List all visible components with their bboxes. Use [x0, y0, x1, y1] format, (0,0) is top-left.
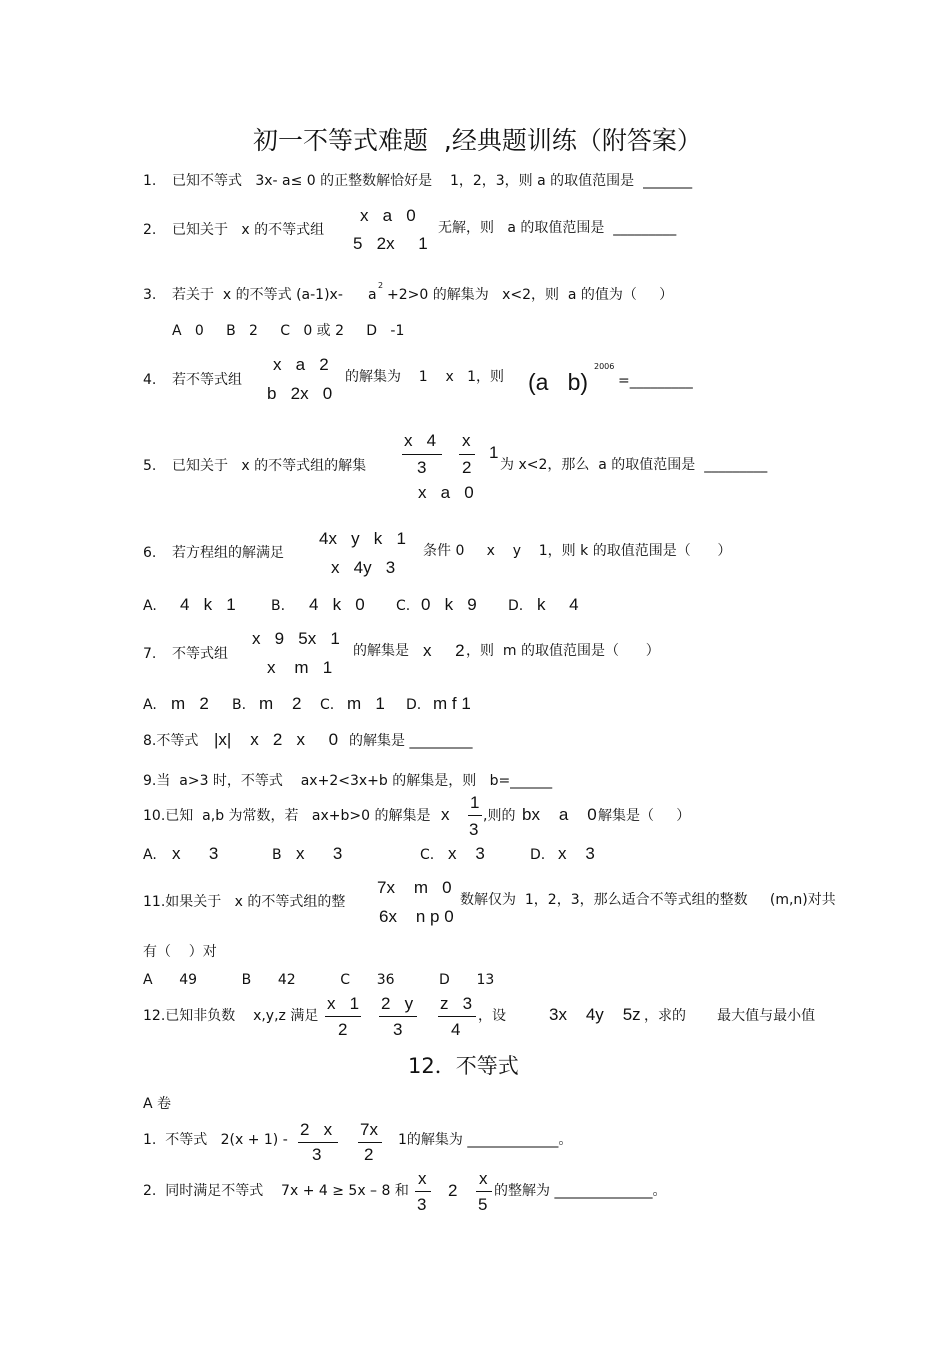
q5-fraction2-numerator: x: [462, 431, 471, 450]
q6-option-d-label: D.: [508, 598, 524, 614]
q12-fraction2-bar: [379, 1016, 417, 1017]
q7-option-b: m 2: [259, 694, 302, 713]
q3-options: A 0 B 2 C 0 或 2 D -1: [172, 323, 405, 339]
q7-option-c: m 1: [347, 694, 385, 713]
q10-option-a-label: A.: [143, 847, 157, 863]
q2-number: 2.: [143, 222, 157, 238]
q10-middle: ,则的: [483, 808, 516, 824]
q12-prefix: 12.已知非负数 x,y,z 满足: [143, 1008, 319, 1024]
q12-fraction2-denominator: 3: [393, 1020, 403, 1039]
q1-number: 1.: [143, 173, 157, 189]
q7-prefix: 不等式组: [172, 646, 228, 662]
q1-text: 已知不等式 3x- a≤ 0 的正整数解恰好是 1，2，3，则 a 的取值范围是 _______: [172, 173, 693, 189]
q11-prefix: 11.如果关于 x 的不等式组的整: [143, 894, 346, 910]
q3-suffix: +2>0 的解集为 x<2，则 a 的值为（ ）: [387, 287, 674, 303]
q11-continuation: 有（ ）对: [143, 944, 217, 960]
q10-option-d-label: D.: [530, 847, 546, 863]
a1-fraction1-denominator: 3: [312, 1145, 322, 1164]
q7-option-d-label: D.: [406, 697, 422, 713]
q5-fraction1-denominator: 3: [417, 458, 427, 477]
q4-exponent: 2006: [594, 362, 615, 371]
q2-prefix: 已知关于 x 的不等式组: [172, 222, 325, 238]
q6-system-row1: 4x y k 1: [319, 529, 406, 548]
q5-system-row2: x a 0: [418, 483, 474, 502]
q5-rhs-one: 1: [489, 443, 499, 462]
q4-suffix: =_________: [618, 373, 693, 389]
q10-option-c-label: C.: [420, 847, 435, 863]
q11-system-row2: 6x n p 0: [379, 907, 454, 926]
q12-fraction3-bar: [438, 1016, 476, 1017]
q10-fraction-denominator: 3: [469, 820, 479, 839]
q12-middle: ，设: [478, 1008, 506, 1024]
q3-variable-a: a: [368, 287, 377, 303]
q10-fraction-numerator: 1: [470, 793, 480, 812]
q6-option-d: k 4: [537, 595, 579, 614]
a2-fraction2-denominator: 5: [478, 1195, 488, 1214]
q12-fraction2-numerator: 2 y: [381, 994, 414, 1013]
q11-suffix: 数解仅为 1，2，3，那么适合不等式组的整数 (m,n)对共: [460, 892, 836, 908]
q4-system-row1: x a 2: [273, 355, 329, 374]
q12-fraction1-numerator: x 1: [327, 994, 360, 1013]
q12-fraction1-denominator: 2: [338, 1020, 348, 1039]
q6-option-c: 0 k 9: [421, 595, 477, 614]
a2-fraction1-denominator: 3: [417, 1195, 427, 1214]
q7-option-b-label: B.: [232, 697, 247, 713]
q7-option-c-label: C.: [320, 697, 335, 713]
q6-suffix: 条件 0 x y 1，则 k 的取值范围是（ ）: [423, 543, 732, 559]
q5-fraction1-bar: [402, 454, 442, 455]
a2-fraction1-numerator: x: [418, 1169, 427, 1188]
a1-fraction2-denominator: 2: [364, 1145, 374, 1164]
q4-number: 4.: [143, 372, 157, 388]
q6-system-row2: x 4y 3: [331, 558, 396, 577]
q5-fraction2-bar: [459, 454, 475, 455]
a2-prefix: 2. 同时满足不等式 7x + 4 ≥ 5x – 8 和: [143, 1183, 409, 1199]
q10-option-b: x 3: [296, 844, 343, 863]
q3-prefix: 若关于 x 的不等式 (a-1)x-: [172, 287, 343, 303]
a1-suffix: 1的解集为 _____________。: [398, 1132, 573, 1148]
q4-prefix: 若不等式组: [172, 372, 242, 388]
q7-number: 7.: [143, 646, 157, 662]
q4-power-base: (a b): [528, 369, 589, 395]
q8-expression: |x| x 2 x 0: [214, 730, 339, 749]
q10-prefix: 10.已知 a,b 为常数，若 ax+b>0 的解集是: [143, 808, 431, 824]
q2-suffix: 无解，则 a 的取值范围是 _________: [438, 220, 677, 236]
q7-option-d: m f 1: [433, 694, 471, 713]
q12-fraction1-bar: [325, 1016, 361, 1017]
a1-fraction2-bar: [358, 1142, 382, 1143]
q2-system-row2: 5 2x 1: [353, 234, 428, 253]
q7-middle: 的解集是: [353, 643, 409, 659]
q2-system-row1: x a 0: [360, 206, 416, 225]
q10-option-d: x 3: [558, 844, 595, 863]
a2-suffix: 的整解为 ______________。: [494, 1183, 667, 1199]
q11-options: A 49 B 42 C 36 D 13: [143, 972, 495, 988]
q5-suffix: 为 x<2，那么 a 的取值范围是 _________: [500, 457, 768, 473]
a2-fraction2-bar: [476, 1191, 492, 1192]
q5-prefix: 已知关于 x 的不等式组的解集: [172, 458, 367, 474]
volume-label: A 卷: [143, 1096, 172, 1112]
q3-exponent: 2: [378, 281, 384, 290]
a2-fraction2-numerator: x: [479, 1169, 488, 1188]
q10-fraction-bar: [468, 815, 482, 816]
q3-number: 3.: [143, 287, 157, 303]
page-title: 初一不等式难题 ,经典题训练（附答案）: [253, 126, 702, 155]
q5-fraction2-denominator: 2: [462, 458, 472, 477]
q5-number: 5.: [143, 458, 157, 474]
q10-expression: bx a 0: [522, 805, 597, 824]
section-heading: 12．不等式: [408, 1054, 519, 1078]
q12-fraction3-denominator: 4: [451, 1020, 461, 1039]
q10-suffix: 解集是（ ）: [598, 808, 691, 824]
q6-option-c-label: C.: [396, 598, 411, 614]
q12-expression: 3x 4y 5z: [549, 1005, 641, 1024]
q7-option-a-label: A.: [143, 697, 157, 713]
q5-fraction1-numerator: x 4: [404, 431, 437, 450]
a2-constant: 2: [448, 1181, 458, 1200]
q7-system-row2: x m 1: [267, 658, 333, 677]
q12-fraction3-numerator: z 3: [440, 994, 473, 1013]
q6-prefix: 若方程组的解满足: [172, 545, 284, 561]
q10-option-c: x 3: [448, 844, 485, 863]
a2-fraction1-bar: [415, 1191, 431, 1192]
q9-text: 9.当 a>3 时，不等式 ax+2<3x+b 的解集是，则 b=______: [143, 773, 553, 789]
q4-middle: 的解集为 1 x 1，则: [345, 369, 505, 385]
a1-prefix: 1. 不等式 2(x + 1) -: [143, 1132, 288, 1148]
q7-solution: x 2: [423, 641, 465, 660]
q7-option-a: m 2: [171, 694, 209, 713]
q6-option-a-label: A.: [143, 598, 157, 614]
a1-fraction2-numerator: 7x: [360, 1120, 378, 1139]
q12-suffix: ，求的 最大值与最小值: [644, 1008, 816, 1024]
q7-system-row1: x 9 5x 1: [252, 629, 340, 648]
q7-suffix: ，则 m 的取值范围是（ ）: [466, 643, 660, 659]
q6-number: 6.: [143, 545, 157, 561]
q6-option-b-label: B.: [271, 598, 286, 614]
q10-variable-x: x: [441, 805, 450, 824]
q8-suffix: 的解集是 _________: [349, 733, 473, 749]
q11-system-row1: 7x m 0: [377, 878, 452, 897]
q6-option-a: 4 k 1: [180, 595, 236, 614]
q4-system-row2: b 2x 0: [267, 384, 333, 403]
a1-fraction1-numerator: 2 x: [300, 1120, 333, 1139]
q10-option-b-label: B: [272, 847, 282, 863]
q8-prefix: 8.不等式: [143, 733, 199, 749]
q10-option-a: x 3: [172, 844, 219, 863]
a1-fraction1-bar: [298, 1142, 338, 1143]
q6-option-b: 4 k 0: [309, 595, 365, 614]
